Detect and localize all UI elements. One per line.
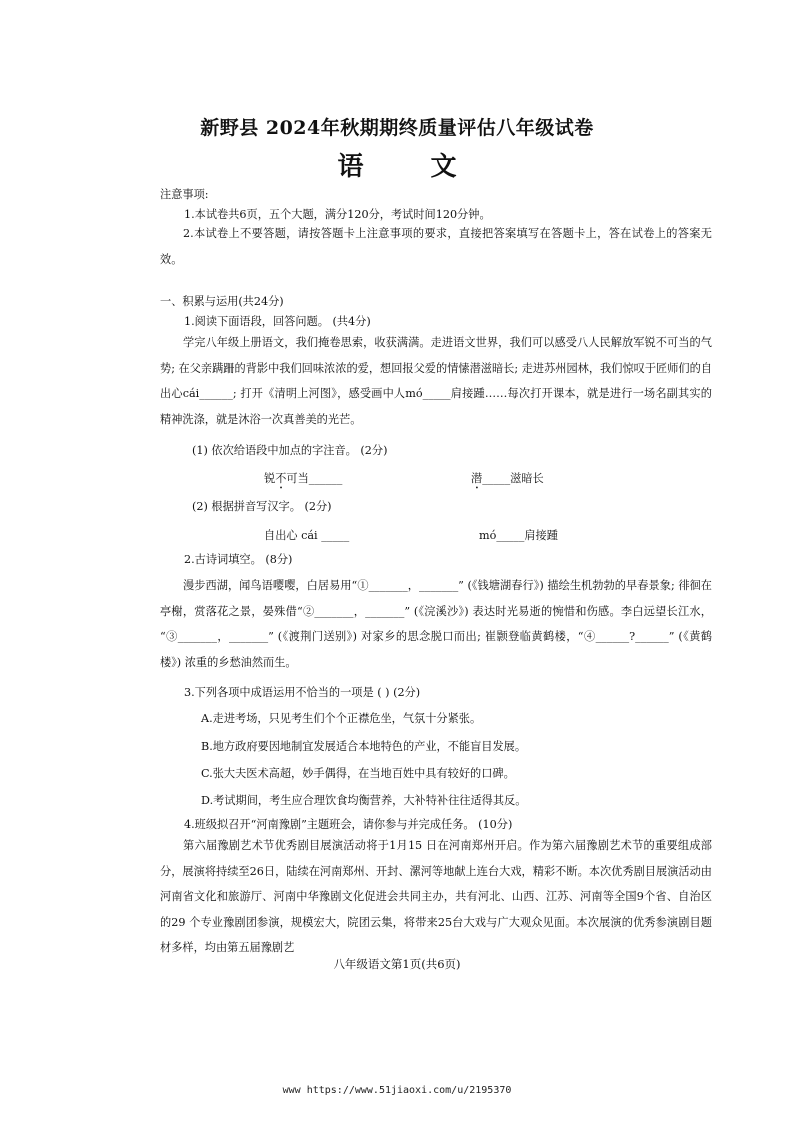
notice-item-1: 1.本试卷共6页，五个大题，满分120分，考试时间120分钟。 bbox=[184, 208, 491, 221]
question-1-stem: 1.阅读下面语段，回答问题。 (共4分) bbox=[184, 315, 371, 328]
question-4-stem: 4.班级拟召开“河南豫剧”主题班会，请你参与并完成任务。 (10分) bbox=[184, 818, 513, 831]
question-4-passage: 第六届豫剧艺术节优秀剧目展演活动将于1月15 日在河南郑州开启。作为第六届豫剧艺术节的重要组成部分，展演将持续至26日，陆续在河南郑州、开封、漯河等地献上连台大戏，精彩不断。本次优秀剧目展演活动由河南省文化和旅游厅、河南中华豫剧文化促进会共同主办，共有河北、山西、江苏、河南等全国9个省、自治区的29 个专业豫剧团参演，规模宏大，院团云集，将带来25台大戏与广大观众见面。本次展演的优秀参演剧目题材多样，均由第五届豫剧艺 bbox=[160, 839, 712, 954]
subject-title: 语 文 bbox=[337, 152, 457, 182]
pinyin-item-a: 锐不可当______ bbox=[264, 472, 343, 485]
question-1-passage: 学完八年级上册语文，我们掩卷思索，收获满满。走进语文世界，我们可以感受八人民解放军锐不可当的气势; 在父亲蹒跚的背影中我们回味浓浓的爱，想回报父爱的情愫潜滋暗长; 走进苏州园林，我们惊叹于匠师们的自出心cái______; 打开《清明上河图》，感受画中人mó_____肩接踵……每次打开课本，就是进行一场名副其实的精神洗涤，就是沐浴一次真善美的光芒。 bbox=[160, 336, 712, 426]
hanzi-item-a: 自出心 cái _____ bbox=[264, 529, 350, 542]
notice-heading: 注意事项: bbox=[160, 188, 209, 201]
question-3-stem: 3.下列各项中成语运用不恰当的一项是 ( ) (2分) bbox=[184, 686, 421, 699]
page-footer: 八年级语文第1页(共6页) bbox=[333, 957, 461, 971]
pinyin-item-b: 潜_____滋暗长 bbox=[471, 472, 544, 485]
question-2-stem: 2.古诗词填空。 (8分) bbox=[184, 553, 293, 566]
option-c: C.张大夫医术高超，妙手偶得，在当地百姓中具有较好的口碑。 bbox=[201, 767, 515, 780]
question-2-passage: 漫步西湖，闻鸟语嘤嘤，白居易用“①_______，_______” (《钱塘湖春行》) 描绘生机勃勃的早春景象; 徘徊在亭榭，赏落花之景，晏殊借“②_______，_______” (《浣溪沙》) 表达时光易逝的惋惜和伤感。李白远望长江水， “③_______，_______” (《渡荆门送别》) 对家乡的思念脱口而出; 崔颢登临黄鹤楼，“④______?______” (《黄鹤楼》) 浓重的乡愁油然而生。 bbox=[160, 579, 712, 669]
option-b: B.地方政府要因地制宜发展适合本地特色的产业，不能盲目发展。 bbox=[201, 740, 527, 753]
hanzi-item-b: mó_____肩接踵 bbox=[479, 529, 558, 542]
question-1-sub-1: (1) 依次给语段中加点的字注音。 (2分) bbox=[192, 444, 388, 457]
source-link[interactable]: www https://www.51jiaoxi.com/u/2195370 bbox=[282, 1085, 512, 1096]
question-1-sub-2: (2) 根据拼音写汉字。 (2分) bbox=[192, 500, 332, 513]
section-1-heading: 一、积累与运用(共24分) bbox=[160, 295, 284, 308]
exam-title: 新野县 2024年秋期期终质量评估八年级试卷 bbox=[200, 117, 594, 139]
option-d: D.考试期间，考生应合理饮食均衡营养，大补特补往往适得其反。 bbox=[201, 794, 527, 807]
option-a: A.走进考场，只见考生们个个正襟危坐，气氛十分紧张。 bbox=[201, 712, 482, 725]
notice-item-2: 2.本试卷上不要答题，请按答题卡上注意事项的要求，直接把答案填写在答题卡上，答在试卷上的答案无效。 bbox=[160, 227, 712, 266]
